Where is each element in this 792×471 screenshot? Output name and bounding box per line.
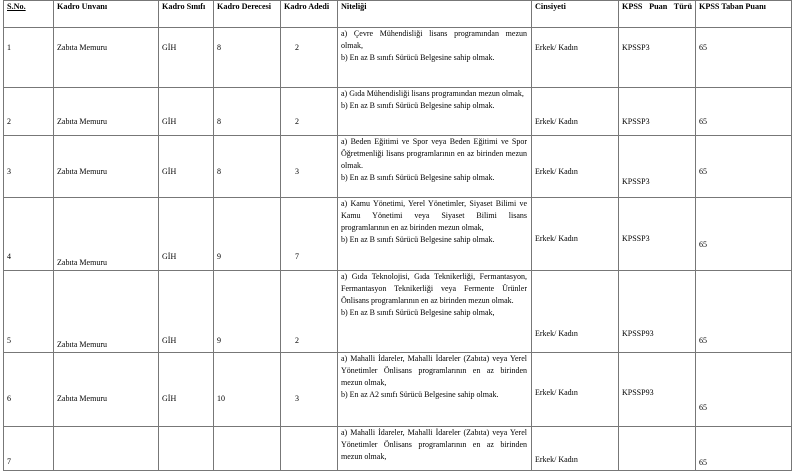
cell-adet: 2 (281, 88, 338, 136)
cell-kpss-taban: 65 (696, 271, 792, 353)
nitelik-line: a) Kamu Yönetimi, Yerel Yönetimler, Siyaset Bilimi ve Kamu Yönetimi veya Siyaset Bilimi lisans programlarının en az birinden mezun olmak, (341, 199, 527, 233)
table-row (4, 352, 792, 426)
header-cinsiyet: Cinsiyeti (532, 1, 619, 28)
cell-unvan: Zabıta Memuru (54, 88, 159, 136)
cell-unvan: Zabıta Memuru (54, 271, 159, 353)
cell-kpss-tur: KPSSP3 (619, 88, 696, 136)
table-row (4, 88, 792, 136)
cell-kpss-tur: KPSSP3 (619, 28, 696, 88)
header-unvan: Kadro Unvanı (54, 1, 159, 28)
cell-nitelik (338, 271, 532, 353)
header-sno: S.No. (4, 1, 54, 28)
cell-sinif: GİH (159, 136, 214, 198)
table-row (4, 198, 792, 271)
kadro-table (3, 0, 792, 471)
cell-sno: 7 (4, 426, 54, 470)
cell-sinif: GİH (159, 352, 214, 426)
cell-adet: 2 (281, 271, 338, 353)
cell-kpss-taban: 65 (696, 352, 792, 426)
nitelik-line: a) Çevre Mühendisliği lisans programından mezun olmak, (341, 29, 527, 51)
nitelik-line: b) En az B sınıfı Sürücü Belgesine sahip olmak. (341, 101, 495, 111)
header-sinif: Kadro Sınıfı (159, 1, 214, 28)
cell-nitelik (338, 426, 532, 470)
cell-unvan (54, 426, 159, 470)
cell-sinif: GİH (159, 271, 214, 353)
cell-kpss-taban: 65 (696, 426, 792, 470)
cell-kpss-tur: KPSSP3 (619, 136, 696, 198)
header-kpss-tur: KPSS Puan Türü (619, 1, 696, 28)
cell-kpss-taban: 65 (696, 198, 792, 271)
cell-derece: 9 (214, 271, 281, 353)
cell-kpss-tur: KPSSP93 (619, 271, 696, 353)
cell-derece: 10 (214, 352, 281, 426)
cell-unvan: Zabıta Memuru (54, 136, 159, 198)
cell-adet: 7 (281, 198, 338, 271)
cell-kpss-taban: 65 (696, 28, 792, 88)
cell-adet: 3 (281, 352, 338, 426)
cell-cinsiyet: Erkek/ Kadın (532, 88, 619, 136)
cell-sinif (159, 426, 214, 470)
nitelik-line: a) Beden Eğitimi ve Spor veya Beden Eğitimi ve Spor Öğretmenliği lisans programlarının en az birinden mezun olmak. (341, 137, 527, 171)
nitelik-line: a) Gıda Mühendisliği lisans programından mezun olmak, (341, 89, 524, 98)
cell-nitelik (338, 28, 532, 88)
cell-cinsiyet: Erkek/ Kadın (532, 426, 619, 470)
cell-unvan: Zabıta Memuru (54, 28, 159, 88)
cell-unvan: Zabıta Memuru (54, 352, 159, 426)
cell-sinif: GİH (159, 88, 214, 136)
cell-kpss-tur: KPSSP93 (619, 352, 696, 426)
cell-sno: 5 (4, 271, 54, 353)
header-row (4, 1, 792, 28)
nitelik-line: b) En az B sınıfı Sürücü Belgesine sahip olmak. (341, 235, 495, 245)
cell-cinsiyet: Erkek/ Kadın (532, 271, 619, 353)
cell-sinif: GİH (159, 198, 214, 271)
cell-cinsiyet: Erkek/ Kadın (532, 352, 619, 426)
table-row (4, 426, 792, 470)
cell-kpss-taban: 65 (696, 136, 792, 198)
nitelik-line: a) Mahalli İdareler, Mahalli İdareler (Zabıta) veya Yerel Yönetimler Önlisans programlarının en az birinden mezun olmak, (341, 353, 527, 387)
cell-sno: 3 (4, 136, 54, 198)
cell-kpss-tur: KPSSP3 (619, 198, 696, 271)
nitelik-line: b) En az A2 sınıfı Sürücü Belgesine sahip olmak. (341, 389, 499, 399)
header-adet: Kadro Adedi (281, 1, 338, 28)
header-nitelik: Niteliği (338, 1, 532, 28)
nitelik-line: b) En az B sınıfı Sürücü Belgesine sahip olmak, (341, 308, 495, 318)
cell-sno: 4 (4, 198, 54, 271)
nitelik-line: a) Gıda Teknolojisi, Gıda Teknikerliği, Fermantasyon, Fermantasyon Teknikerliği veya Fermente Ürünler Önlisans programlarının en az birinden mezun olmak. (341, 272, 527, 306)
table-row (4, 28, 792, 88)
cell-nitelik (338, 88, 532, 136)
cell-derece: 8 (214, 136, 281, 198)
cell-derece (214, 426, 281, 470)
header-kpss-taban: KPSS Taban Puanı (696, 1, 792, 28)
cell-adet (281, 426, 338, 470)
cell-derece: 9 (214, 198, 281, 271)
cell-cinsiyet: Erkek/ Kadın (532, 28, 619, 88)
cell-nitelik (338, 198, 532, 271)
cell-kpss-taban: 65 (696, 88, 792, 136)
cell-derece: 8 (214, 88, 281, 136)
cell-cinsiyet: Erkek/ Kadın (532, 136, 619, 198)
header-derece: Kadro Derecesi (214, 1, 281, 28)
cell-sno: 6 (4, 352, 54, 426)
cell-sinif: GİH (159, 28, 214, 88)
nitelik-line: b) En az B sınıfı Sürücü Belgesine sahip olmak. (341, 53, 495, 63)
cell-sno: 2 (4, 88, 54, 136)
cell-sno: 1 (4, 28, 54, 88)
table-row (4, 136, 792, 198)
cell-cinsiyet: Erkek/ Kadın (532, 198, 619, 271)
cell-unvan: Zabıta Memuru (54, 198, 159, 271)
nitelik-line: a) Mahalli İdareler, Mahalli İdareler (Zabıta) veya Yerel Yönetimler Önlisans programlarının en az birinden mezun olmak, (341, 427, 527, 461)
table-row (4, 271, 792, 353)
cell-adet: 3 (281, 136, 338, 198)
nitelik-line: b) En az B sınıfı Sürücü Belgesine sahip olmak. (341, 173, 495, 183)
cell-derece: 8 (214, 28, 281, 88)
cell-adet: 2 (281, 28, 338, 88)
cell-nitelik (338, 136, 532, 198)
cell-kpss-tur (619, 426, 696, 470)
cell-nitelik (338, 352, 532, 426)
